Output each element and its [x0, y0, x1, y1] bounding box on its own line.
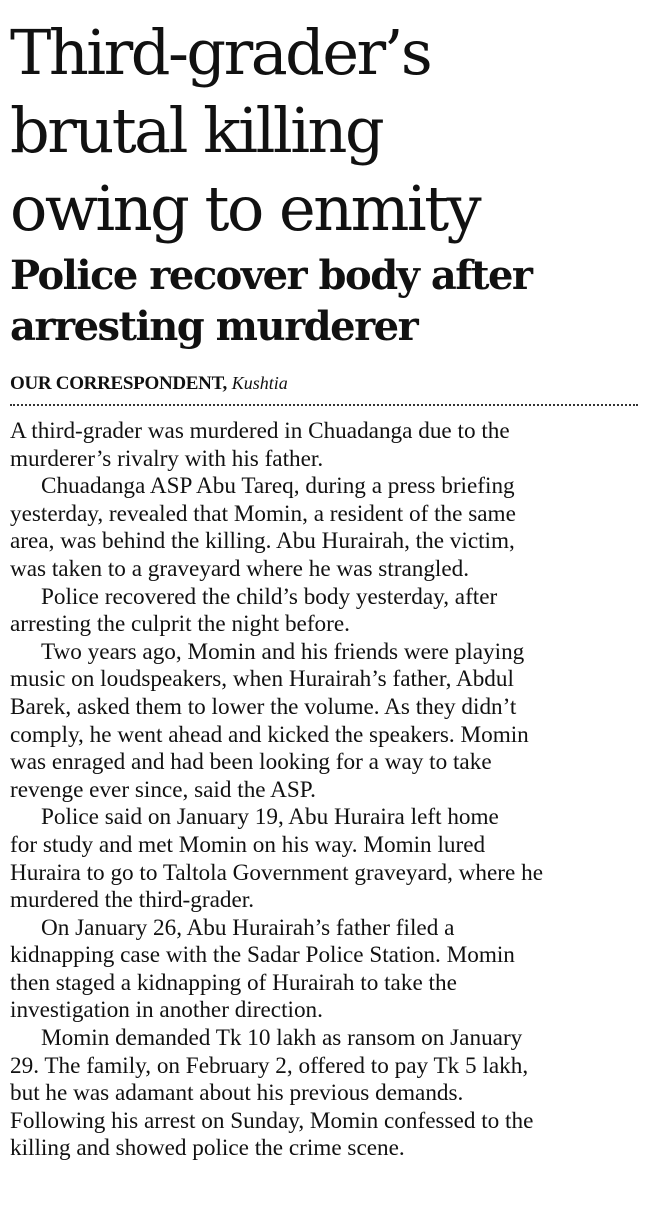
paragraph-line: but he was adamant about his previous demands. [10, 1080, 464, 1107]
paragraph-line: then staged a kidnapping of Hurairah to take the [10, 969, 457, 996]
paragraph-line: A third-grader was murdered in Chuadanga due to the [10, 418, 510, 444]
paragraph [10, 418, 640, 473]
paragraph-line: Police said on January 19, Abu Huraira left home [41, 804, 499, 831]
byline-location: Kushtia [231, 373, 288, 393]
paragraph-line: Police recovered the child’s body yesterday, after [41, 583, 498, 610]
paragraph [10, 473, 640, 583]
paragraph-line: revenge ever since, said the ASP. [10, 776, 316, 803]
paragraph-line: Two years ago, Momin and his friends were playing [41, 638, 525, 665]
article-body [10, 418, 640, 1163]
headline-line: brutal killing [10, 94, 383, 167]
paragraph-line: Barek, asked them to lower the volume. As they didn’t [10, 693, 517, 720]
headline [10, 14, 640, 248]
paragraph [10, 584, 640, 639]
subheadline-line: Police recover body after [10, 252, 532, 299]
paragraph [10, 639, 640, 805]
paragraph [10, 915, 640, 1025]
byline-author: OUR CORRESPONDENT, [10, 373, 227, 394]
paragraph-line: murderer’s rivalry with his father. [10, 445, 324, 472]
paragraph-line: yesterday, revealed that Momin, a resident of the same [10, 500, 516, 527]
paragraph-line: was taken to a graveyard where he was strangled. [10, 555, 470, 582]
paragraph-line: arresting the culprit the night before. [10, 611, 350, 638]
paragraph-line: music on loudspeakers, when Hurairah’s father, Abdul [10, 666, 514, 693]
paragraph-line: murdered the third-grader. [10, 887, 255, 914]
paragraph-line: Chuadanga ASP Abu Tareq, during a press briefing [41, 473, 515, 500]
headline-line: Third-grader’s [10, 16, 431, 89]
paragraph-line: On January 26, Abu Hurairah’s father filed a [41, 914, 455, 941]
paragraph-line: for study and met Momin on his way. Momin lured [10, 831, 486, 858]
paragraph-line: area, was behind the killing. Abu Hurairah, the victim, [10, 528, 515, 555]
news-article [10, 14, 640, 1163]
subheadline [10, 250, 640, 352]
paragraph-line: Huraira to go to Taltola Government graveyard, where he [10, 859, 543, 886]
paragraph-line: Following his arrest on Sunday, Momin confessed to the [10, 1107, 534, 1134]
paragraph-line: investigation in another direction. [10, 997, 323, 1024]
paragraph-line: kidnapping case with the Sadar Police Station. Momin [10, 942, 515, 969]
paragraph [10, 804, 640, 914]
paragraph [10, 1025, 640, 1163]
headline-line: owing to enmity [10, 172, 480, 245]
paragraph-line: comply, he went ahead and kicked the speakers. Momin [10, 721, 529, 748]
byline [10, 372, 638, 406]
paragraph-line: killing and showed police the crime scene. [10, 1135, 405, 1162]
paragraph-line: 29. The family, on February 2, offered to pay Tk 5 lakh, [10, 1052, 529, 1079]
paragraph-line: was enraged and had been looking for a way to take [10, 749, 492, 776]
paragraph-line: Momin demanded Tk 10 lakh as ransom on January [41, 1025, 523, 1052]
subheadline-line: arresting murderer [10, 303, 418, 350]
